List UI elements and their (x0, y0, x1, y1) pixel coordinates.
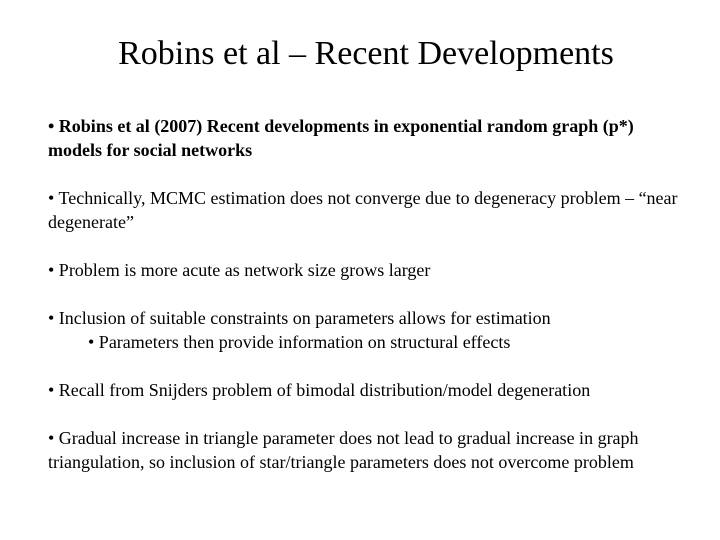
bullet-text: • Robins et al (2007) Recent developments in exponential random graph (p*) models for social networks (48, 116, 634, 160)
bullet-text: • Technically, MCMC estimation does not converge due to degeneracy problem – “near degenerate” (48, 188, 678, 232)
bullet-item-snijders (48, 378, 688, 402)
bullet-item-constraints (48, 306, 688, 354)
bullet-item-mcmc (48, 186, 688, 234)
bullet-text: • Recall from Snijders problem of bimodal distribution/model degeneration (48, 380, 591, 400)
slide-title: Robins et al – Recent Developments (118, 35, 614, 72)
bullet-item-network-size (48, 258, 688, 282)
bullet-text: • Inclusion of suitable constraints on parameters allows for estimation (48, 308, 551, 328)
bullet-text: • Problem is more acute as network size grows larger (48, 260, 431, 280)
sub-bullet-text: • Parameters then provide information on structural effects (88, 332, 511, 352)
bullet-item-triangle (48, 426, 688, 474)
bullet-list (48, 114, 688, 498)
bullet-item-robins-2007 (48, 114, 688, 162)
bullet-text: • Gradual increase in triangle parameter does not lead to gradual increase in graph triangulation, so inclusion of star/triangle parameters does not overcome problem (48, 428, 639, 472)
